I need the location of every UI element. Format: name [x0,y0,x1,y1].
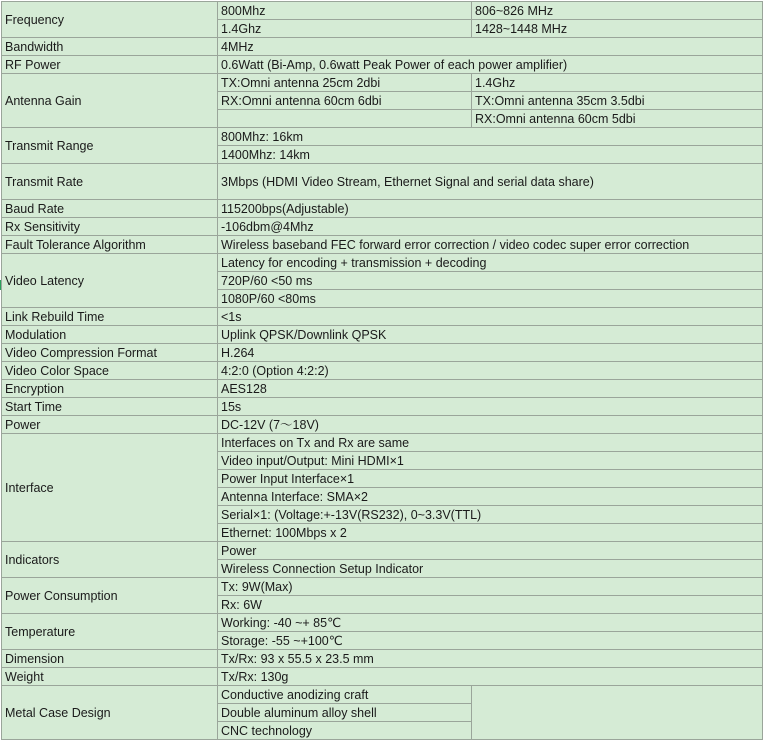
row-label-indicators: Indicators [2,542,218,578]
spec-table [1,1,763,740]
cell-indicator-power: Power [218,542,763,560]
cell-start-time: 15s [218,398,763,416]
cell-link-rebuild: <1s [218,308,763,326]
table-row [2,542,763,560]
table-row [2,200,763,218]
row-label-transmit-range: Transmit Range [2,128,218,164]
cell-metal-case-empty [472,686,763,740]
row-label-compression: Video Compression Format [2,344,218,362]
cell-power-consumption-rx: Rx: 6W [218,596,763,614]
table-row [2,362,763,380]
cell-metal-case-shell: Double aluminum alloy shell [218,704,472,722]
cell-color-space: 4:2:0 (Option 4:2:2) [218,362,763,380]
table-row [2,650,763,668]
row-label-antenna-gain: Antenna Gain [2,74,218,128]
table-row [2,164,763,200]
cell-power: DC-12V (7～18V) [218,416,763,434]
cell-frequency-14-range: 1428~1448 MHz [472,20,763,38]
cell-interface-serial: Serial×1: (Voltage:+-13V(RS232), 0~3.3V(TTL) [218,506,763,524]
cell-antenna-empty [218,110,472,128]
cell-dimension: Tx/Rx: 93 x 55.5 x 23.5 mm [218,650,763,668]
row-label-link-rebuild: Link Rebuild Time [2,308,218,326]
cell-antenna-band-14: 1.4Ghz [472,74,763,92]
row-label-rf-power: RF Power [2,56,218,74]
cell-video-latency-1080: 1080P/60 <80ms [218,290,763,308]
cell-bandwidth: 4MHz [218,38,763,56]
table-row [2,578,763,596]
cell-encryption: AES128 [218,380,763,398]
cell-transmit-range-800: 800Mhz: 16km [218,128,763,146]
table-row [2,668,763,686]
row-label-modulation: Modulation [2,326,218,344]
cell-interface-ethernet: Ethernet: 100Mbps x 2 [218,524,763,542]
table-row [2,128,763,146]
cell-metal-case-cnc: CNC technology [218,722,472,740]
cell-transmit-range-1400: 1400Mhz: 14km [218,146,763,164]
cell-video-latency-720: 720P/60 <50 ms [218,272,763,290]
cell-temperature-storage: Storage: -55 ~+100℃ [218,632,763,650]
table-row [2,56,763,74]
cell-antenna-rx-14: RX:Omni antenna 60cm 5dbi [472,110,763,128]
row-label-rx-sensitivity: Rx Sensitivity [2,218,218,236]
cell-antenna-tx-14: TX:Omni antenna 35cm 3.5dbi [472,92,763,110]
row-label-start-time: Start Time [2,398,218,416]
row-label-color-space: Video Color Space [2,362,218,380]
table-row [2,686,763,704]
cell-interface-power: Power Input Interface×1 [218,470,763,488]
row-label-power-consumption: Power Consumption [2,578,218,614]
row-label-bandwidth: Bandwidth [2,38,218,56]
row-label-transmit-rate: Transmit Rate [2,164,218,200]
table-row [2,344,763,362]
table-row [2,236,763,254]
cell-video-latency-desc: Latency for encoding + transmission + decoding [218,254,763,272]
table-row [2,218,763,236]
cell-frequency-800-range: 806~826 MHz [472,2,763,20]
row-label-power: Power [2,416,218,434]
cell-interface-video: Video input/Output: Mini HDMI×1 [218,452,763,470]
cell-modulation: Uplink QPSK/Downlink QPSK [218,326,763,344]
cell-antenna-tx-800: TX:Omni antenna 25cm 2dbi [218,74,472,92]
cell-metal-case-anodizing: Conductive anodizing craft [218,686,472,704]
row-label-dimension: Dimension [2,650,218,668]
table-row [2,254,763,272]
cell-frequency-14: 1.4Ghz [218,20,472,38]
table-row [2,434,763,452]
row-label-temperature: Temperature [2,614,218,650]
cell-temperature-working: Working: -40 ~+ 85℃ [218,614,763,632]
cell-power-consumption-tx: Tx: 9W(Max) [218,578,763,596]
row-label-weight: Weight [2,668,218,686]
cell-baud-rate: 115200bps(Adjustable) [218,200,763,218]
row-label-interface: Interface [2,434,218,542]
cell-fault-tolerance: Wireless baseband FEC forward error correction / video codec super error correction [218,236,763,254]
cell-transmit-rate: 3Mbps (HDMI Video Stream, Ethernet Signal and serial data share) [218,164,763,200]
table-row [2,398,763,416]
table-row [2,380,763,398]
table-row [2,614,763,632]
row-label-encryption: Encryption [2,380,218,398]
cell-antenna-rx-800: RX:Omni antenna 60cm 6dbi [218,92,472,110]
row-label-metal-case: Metal Case Design [2,686,218,740]
row-label-frequency: Frequency [2,2,218,38]
row-label-video-latency: Video Latency [2,254,218,308]
table-row [2,416,763,434]
cell-interface-antenna: Antenna Interface: SMA×2 [218,488,763,506]
cell-rf-power: 0.6Watt (Bi-Amp, 0.6watt Peak Power of each power amplifier) [218,56,763,74]
cell-rx-sensitivity: -106dbm@4Mhz [218,218,763,236]
table-row [2,326,763,344]
table-row [2,308,763,326]
row-label-baud-rate: Baud Rate [2,200,218,218]
row-label-fault-tolerance: Fault Tolerance Algorithm [2,236,218,254]
table-row [2,2,763,20]
table-row [2,74,763,92]
table-row [2,38,763,56]
cell-compression: H.264 [218,344,763,362]
cell-indicator-wireless: Wireless Connection Setup Indicator [218,560,763,578]
cell-frequency-800: 800Mhz [218,2,472,20]
cell-weight: Tx/Rx: 130g [218,668,763,686]
cell-interface-same: Interfaces on Tx and Rx are same [218,434,763,452]
